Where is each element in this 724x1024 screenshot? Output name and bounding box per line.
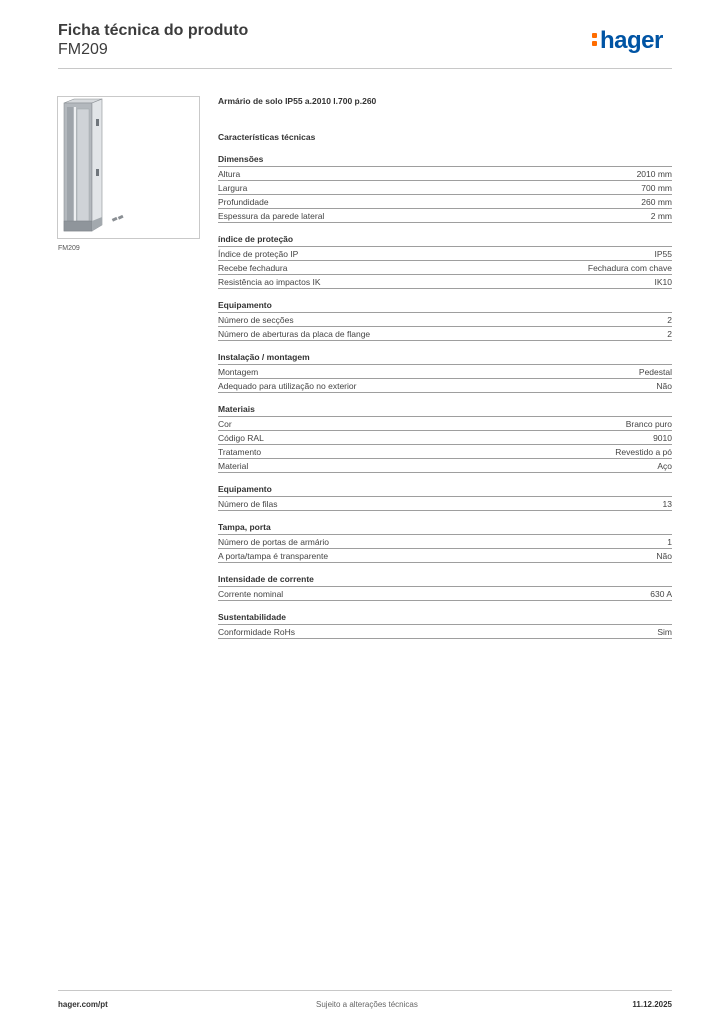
spec-row [218, 625, 672, 639]
spec-label: A porta/tampa é transparente [218, 551, 329, 561]
spec-label: Conformidade RoHs [218, 627, 296, 637]
spec-label: Índice de proteção IP [218, 249, 299, 259]
spec-row [218, 209, 672, 223]
spec-row [218, 549, 672, 563]
spec-label: Altura [218, 169, 241, 179]
spec-group-title: Equipamento [218, 483, 672, 497]
spec-row [218, 195, 672, 209]
spec-value: 700 mm [641, 183, 672, 193]
spec-label: Recebe fechadura [218, 263, 288, 273]
spec-value: Sim [657, 627, 672, 637]
spec-value: Não [656, 381, 672, 391]
spec-group [218, 521, 672, 563]
spec-label: Profundidade [218, 197, 269, 207]
spec-label: Número de aberturas da placa de flange [218, 329, 371, 339]
spec-value: Aço [657, 461, 672, 471]
spec-row [218, 535, 672, 549]
spec-row [218, 327, 672, 341]
spec-group-title: Tampa, porta [218, 521, 672, 535]
spec-value: 2010 mm [636, 169, 672, 179]
spec-value: Revestido a pó [615, 447, 672, 457]
spec-row [218, 365, 672, 379]
spec-groups [218, 153, 672, 639]
product-code: FM209 [58, 41, 108, 58]
document-title: Ficha técnica do produto [58, 22, 249, 39]
spec-row [218, 379, 672, 393]
spec-value: 260 mm [641, 197, 672, 207]
spec-value: 2 [667, 329, 672, 339]
spec-label: Número de secções [218, 315, 294, 325]
document-footer [58, 990, 672, 1009]
spec-label: Corrente nominal [218, 589, 284, 599]
spec-group [218, 403, 672, 473]
spec-value: Pedestal [638, 367, 672, 377]
spec-value: IP55 [654, 249, 672, 259]
logo-text: hager [600, 27, 663, 54]
spec-group [218, 483, 672, 511]
spec-row [218, 247, 672, 261]
spec-group-title: índice de proteção [218, 233, 672, 247]
cabinet-illustration-icon [58, 97, 199, 238]
spec-label: Montagem [218, 367, 259, 377]
characteristics-heading: Características técnicas [218, 132, 316, 142]
spec-value: 9010 [653, 433, 672, 443]
spec-row [218, 587, 672, 601]
spec-group-title: Instalação / montagem [218, 351, 672, 365]
spec-label: Número de filas [218, 499, 278, 509]
spec-group [218, 351, 672, 393]
spec-label: Resistência ao impactos IK [218, 277, 321, 287]
spec-group [218, 611, 672, 639]
spec-label: Adequado para utilização no exterior [218, 381, 357, 391]
header-divider [58, 68, 672, 69]
spec-group [218, 153, 672, 223]
spec-row [218, 431, 672, 445]
spec-group [218, 573, 672, 601]
spec-label: Número de portas de armário [218, 537, 330, 547]
spec-row [218, 417, 672, 431]
spec-value: 13 [662, 499, 672, 509]
spec-value: IK10 [654, 277, 672, 287]
spec-label: Código RAL [218, 433, 264, 443]
spec-group-title: Equipamento [218, 299, 672, 313]
spec-group-title: Dimensões [218, 153, 672, 167]
spec-row [218, 459, 672, 473]
spec-group-title: Sustentabilidade [218, 611, 672, 625]
spec-row [218, 261, 672, 275]
spec-group-title: Intensidade de corrente [218, 573, 672, 587]
spec-value: Não [656, 551, 672, 561]
spec-row [218, 313, 672, 327]
spec-row [218, 167, 672, 181]
spec-row [218, 445, 672, 459]
spec-row [218, 497, 672, 511]
spec-label: Espessura da parede lateral [218, 211, 325, 221]
spec-value: 1 [667, 537, 672, 547]
spec-row [218, 275, 672, 289]
spec-content [218, 95, 672, 639]
document-header [58, 22, 248, 60]
image-caption: FM209 [58, 245, 80, 252]
spec-label: Material [218, 461, 249, 471]
product-image [57, 96, 200, 239]
spec-group-title: Materiais [218, 403, 672, 417]
spec-label: Largura [218, 183, 248, 193]
spec-group [218, 233, 672, 289]
hager-logo[interactable] [592, 28, 663, 54]
spec-value: Branco puro [625, 419, 672, 429]
product-name: Armário de solo IP55 a.2010 l.700 p.260 [218, 96, 377, 106]
spec-value: 630 A [650, 589, 672, 599]
spec-value: 2 [667, 315, 672, 325]
spec-row [218, 181, 672, 195]
footer-website-link[interactable]: hager.com/pt [58, 1000, 108, 1009]
spec-value: 2 mm [650, 211, 672, 221]
spec-group [218, 299, 672, 341]
footer-notice: Sujeito a alterações técnicas [316, 1000, 418, 1009]
spec-label: Cor [218, 419, 232, 429]
footer-date: 11.12.2025 [632, 1000, 672, 1009]
logo-dots-icon [592, 33, 598, 47]
spec-label: Tratamento [218, 447, 262, 457]
spec-value: Fechadura com chave [587, 263, 672, 273]
